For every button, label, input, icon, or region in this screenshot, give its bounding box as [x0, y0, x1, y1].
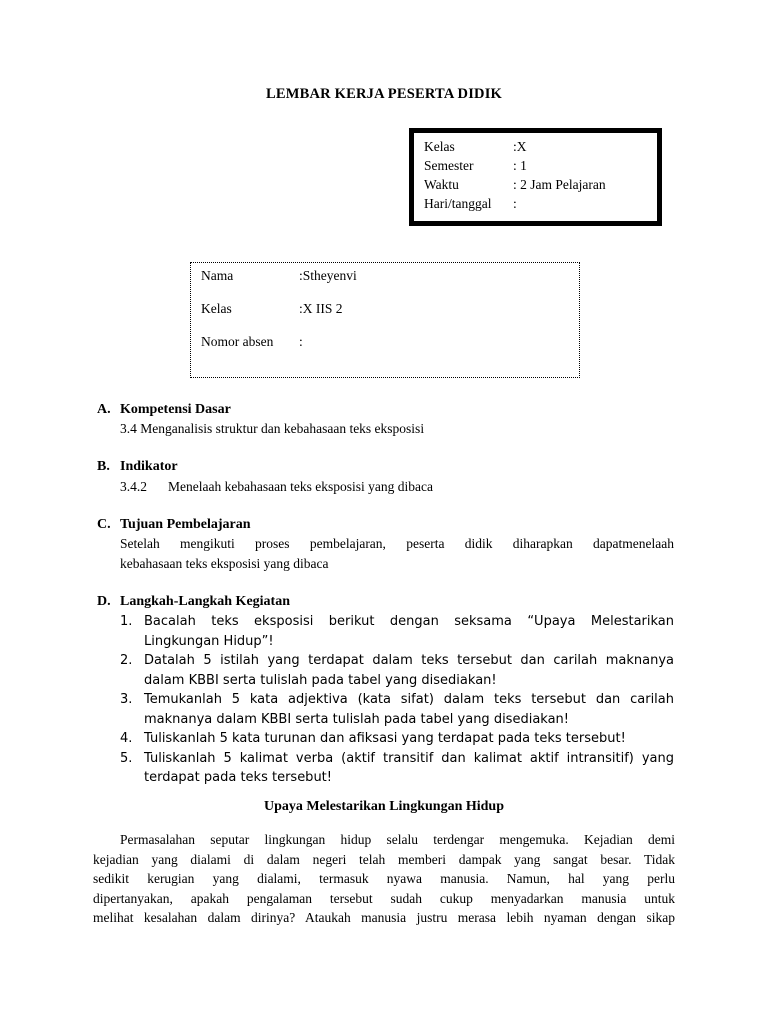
step-number: 2.	[120, 653, 133, 668]
step-text: Tuliskanlah 5 kalimat verba (aktif transitif dan kalimat aktif intransitif) yang terdapat pada teks tersebut!	[144, 750, 674, 785]
section-c-text-line: kebahasaan teks eksposisi yang dibaca	[120, 556, 329, 571]
section-title: Tujuan Pembelajaran	[120, 517, 251, 532]
section-b-heading	[97, 459, 178, 475]
reading-line: kejadian yang dialami di dalam negeri telah memberi dampak yang sangat besar. Tidak	[93, 851, 675, 867]
step-text: Datalah 5 istilah yang terdapat dalam teks tersebut dan carilah maknanya dalam KBBI serta tulislah pada tabel yang disediakan!	[144, 653, 674, 688]
section-d-heading	[97, 594, 290, 610]
step-text: Tuliskanlah 5 kata turunan dan afiksasi yang terdapat pada teks tersebut!	[144, 731, 626, 746]
page-title: LEMBAR KERJA PESERTA DIDIK	[265, 86, 503, 102]
class-info-box	[409, 128, 662, 226]
section-letter: D.	[97, 594, 111, 609]
step-number: 3.	[120, 692, 133, 707]
step-item	[120, 749, 674, 788]
step-number: 5.	[120, 750, 133, 766]
class-info-label: Semester	[424, 158, 474, 173]
class-info-value: :X	[513, 139, 527, 154]
reading-line: dipertanyakan, apakah pengalaman tersebut sudah cukup menyadarkan manusia untuk	[93, 890, 675, 906]
student-info-label: Nama	[201, 268, 234, 283]
section-letter: C.	[97, 517, 111, 532]
steps-list	[120, 612, 674, 788]
section-letter: B.	[97, 459, 110, 474]
class-info-value: :	[513, 196, 517, 211]
student-info-value: :Stheyenvi	[299, 268, 357, 283]
student-info-row	[201, 268, 357, 284]
section-c-text-line: Setelah mengikuti proses pembelajaran, peserta didik diharapkan dapatmenelaah	[120, 536, 674, 551]
class-info-row	[424, 177, 606, 193]
class-info-label: Hari/tanggal	[424, 196, 492, 211]
class-info-label: Kelas	[424, 139, 455, 154]
section-b-text: Menelaah kebahasaan teks eksposisi yang dibaca	[168, 479, 434, 494]
step-number: 1.	[120, 614, 133, 629]
student-info-value: :	[299, 334, 303, 349]
student-info-row	[201, 301, 343, 317]
step-item	[120, 729, 674, 749]
class-info-row	[424, 158, 527, 174]
reading-line: melihat kesalahan dalam dirinya? Ataukah manusia justru merasa lebih nyaman dengan sikap	[93, 910, 675, 925]
reading-line: sedikit kerugian yang dialami, termasuk nyawa manusia. Namun, hal yang perlu	[93, 871, 675, 886]
reading-line: Permasalahan seputar lingkungan hidup selalu terdengar mengemuka. Kejadian demi	[120, 832, 675, 847]
class-info-row	[424, 139, 527, 155]
section-title: Indikator	[120, 459, 178, 474]
step-number: 4.	[120, 731, 133, 746]
class-info-value: : 1	[513, 158, 527, 173]
reading-title: Upaya Melestarikan Lingkungan Hidup	[263, 799, 504, 814]
section-b-number: 3.4.2	[120, 479, 147, 494]
section-a-heading	[97, 402, 231, 418]
step-item	[120, 651, 674, 690]
reading-paragraph	[93, 830, 675, 928]
class-info-value: : 2 Jam Pelajaran	[513, 177, 606, 192]
section-letter: A.	[97, 402, 111, 417]
section-title: Kompetensi Dasar	[120, 402, 231, 417]
step-text: Temukanlah 5 kata adjektiva (kata sifat) dalam teks tersebut dan carilah maknanya dalam KBBI serta tulislah pada tabel yang disediakan!	[144, 692, 674, 727]
student-info-label: Nomor absen	[201, 334, 274, 349]
section-a-text: 3.4 Menganalisis struktur dan kebahasaan teks eksposisi	[120, 421, 425, 436]
class-info-row	[424, 196, 517, 212]
section-title: Langkah-Langkah Kegiatan	[120, 594, 290, 609]
step-item	[120, 612, 674, 651]
step-item	[120, 690, 674, 729]
class-info-label: Waktu	[424, 177, 459, 192]
step-text: Bacalah teks eksposisi berikut dengan seksama “Upaya Melestarikan Lingkungan Hidup”!	[144, 614, 674, 649]
section-c-heading	[97, 517, 251, 533]
student-info-row	[201, 334, 303, 350]
student-info-box	[190, 262, 580, 378]
student-info-label: Kelas	[201, 301, 232, 316]
student-info-value: :X IIS 2	[299, 301, 343, 316]
